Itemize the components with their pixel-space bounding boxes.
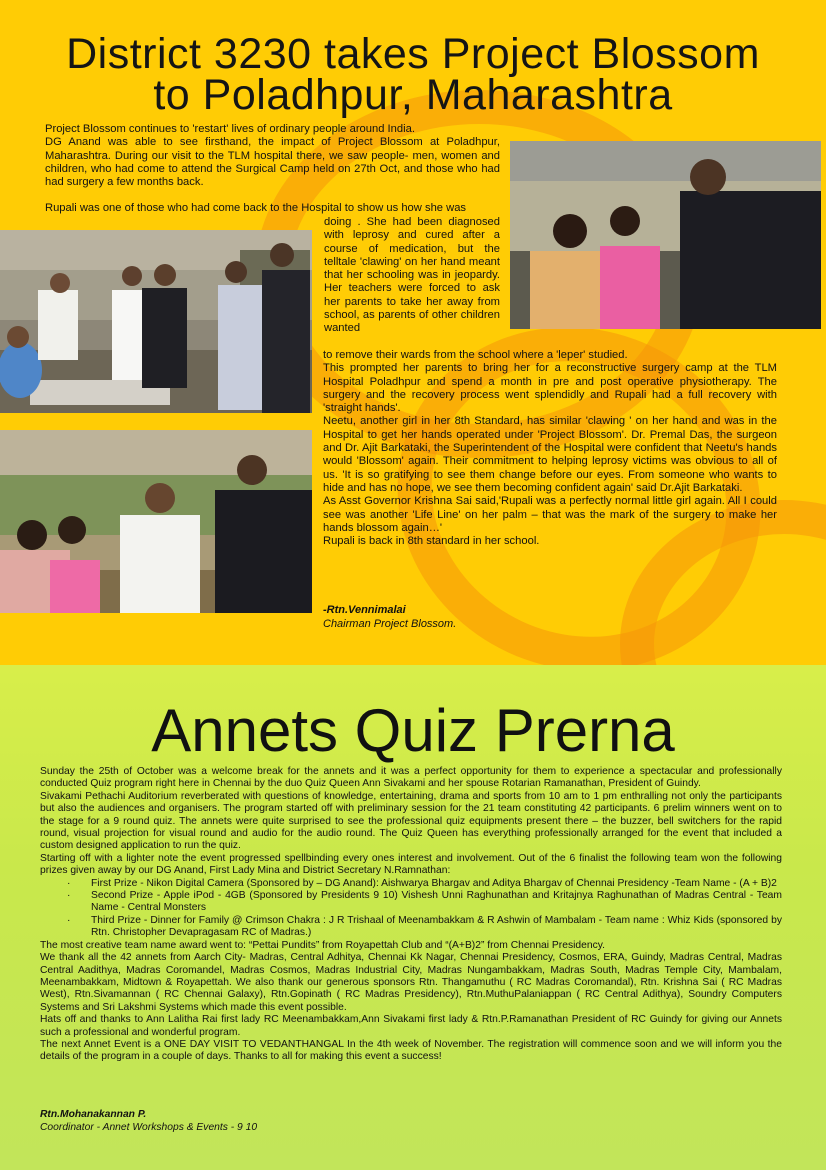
paragraph: Sivakami Pethachi Auditorium reverberated with questions of knowledge, entertaining, drama and sports from 10 am to 1 pm enthralling not only the participants but also the audiences and organisers. The program started off with preliminary session for the 21 team constituting 42 participants. 6 prelim winners went on to the stage for a 9 round quiz. The annets were quite surprised to see the professional quiz equipments present there – the buzzer, bell switchers for the rapid round, visual projection for visual round and audio for the audio round. The Quiz Queen has everything professionally arranged for the event that included a custom designed application to run the quiz. <box>40 790 782 852</box>
prize-text: First Prize - Nikon Digital Camera (Sponsored by – DG Anand): Aishwarya Bhargav and Aditya Bhargav of Chennai Presidency -Team Name - (A + B)2 <box>91 877 777 889</box>
bullet-icon: · <box>67 914 71 926</box>
title-line-1: District 3230 takes Project Blossom <box>66 30 760 78</box>
section-title: Annets Quiz Prerna <box>151 697 675 764</box>
prize-item <box>40 915 782 940</box>
signature-name: Rtn.Mohanakannan P. <box>40 1109 147 1120</box>
quiz-signature <box>40 1108 257 1134</box>
bullet-icon: · <box>67 877 71 889</box>
prize-text: Second Prize - Apple iPod - 4GB (Sponsored by Presidents 9 10) Vishesh Unni Raghunathan and Kritajnya Raghunathan of Madras Central - Team Name - Central Monsters <box>91 890 782 914</box>
paragraph: Project Blossom continues to 'restart' lives of ordinary people around India. <box>45 123 415 135</box>
paragraph: Sunday the 25th of October was a welcome break for the annets and it was a perfect opportunity for them to experience a spectacular and professionally conducted Quiz program right here in Chennai by the duo Quiz Queen Ann Sivakami and her spouse Rotarian Ramanathan, President of Guindy. <box>40 766 782 790</box>
photo-girls-with-doctor <box>0 430 312 613</box>
prize-text: Third Prize - Dinner for Family @ Crimson Chakra : J R Trishaal of Meenambakkam & R Ashwin of Mambalam - Team name : Whiz Kids (sponsored by Rtn. Christopher Devapragasam RC of Madras.) <box>91 914 782 939</box>
paragraph: This prompted her parents to bring her for a reconstructive surgery camp at the TLM Hospital Poladhpur and spend a month in pre and post operative physiotherapy. The surgery and the recovery process went splendidly and Rupali had a full recovery with 'straight hands'. <box>323 362 777 415</box>
paragraph: Neetu, another girl in her 8th Standard, has similar 'clawing ' on her hand and was in the Hospital to get her hands operated under 'Project Blossom'. Dr. Premal Das, the surgeon and Dr. Ajit Barkataki, the Superintendent of the Hospital were confident that Neetu's hands would 'Blossom' again. Their commitment to helping leprosy victims was obvious to all of us. 'It is so gratifying to see them change before our eyes. From someone who wants to hide and has no hope, we see them becoming confident again' said Dr.Ajit Barkataki. <box>323 415 777 494</box>
paragraph: Rupali was one of those who had come back to the Hospital to show us how she was <box>45 202 467 214</box>
annets-quiz-section <box>0 665 826 1170</box>
quiz-article-body <box>40 766 782 1064</box>
prize-item <box>40 878 782 890</box>
intro-paragraphs <box>45 123 500 189</box>
title-line-2: to Poladhpur, Maharashtra <box>153 71 673 119</box>
intro-last-line <box>45 202 505 215</box>
paragraph: We thank all the 42 annets from Aarch City- Madras, Central Adhitya, Chennai Kk Nagar, Chennai Presidency, Cosmos, ERA, Guindy, Madras Central, Madras Central Aadithya, Madras Coromandel, Madras Cosmos, Madras Industrial City, Madras Nungambakkam, Madras South, Madras Temple City, Mambalam, Meenambakkam, Midtown & Royapettah. We also thank our generous sponsors Rtn. Thangamuthu ( RC Madras Coromandal), Rtn. Krishna Sai ( RC Madras West), Rtn.Sivamannan ( RC Chennai Galaxy), Rtn.Gopinath ( RC Madras Presidency), Rtn.MuthuPalaniappan ( RC Central Adithya), Soundry Computers Systems and Sri Lakshmi Systems which made this event possible. <box>40 952 782 1013</box>
photo-hospital-visit <box>0 230 312 413</box>
narrow-column-text <box>324 216 500 336</box>
signature <box>323 603 456 631</box>
paragraph: DG Anand was able to see firsthand, the impact of Project Blossom at Poladhpur, Maharashtra. During our visit to the TLM hospital there, we saw people- men, women and children, who had come to attend the Surgical Camp held on 27th Oct, and those who had had surgery a few months back. <box>45 136 500 189</box>
prize-item <box>40 890 782 915</box>
signature-title: Chairman Project Blossom. <box>323 618 457 630</box>
body-text <box>323 349 777 548</box>
paragraph: The next Annet Event is a ONE DAY VISIT TO VEDANTHANGAL In the 4th week of November. The registration will commence soon and we will inform you the details of the program in a couple of days. Thanks to all for making this event a success! <box>40 1038 782 1063</box>
paragraph: Starting off with a lighter note the event progressed spellbinding every ones interest and involvement. Out of the 6 finalist the following team won the following prizes given away by our DG Anand, First Lady Mina and District Secretary N.Ramnathan: <box>40 852 782 877</box>
article-title <box>20 30 806 119</box>
photo-rupali-patio <box>510 141 821 329</box>
paragraph: As Asst Governor Krishna Sai said,'Rupali was a perfectly normal little girl again. All I could see was another 'Life Line' on her palm – that was the mark of the surgery to make her hands blossom again…' <box>323 495 777 534</box>
signature-title: Coordinator - Annet Workshops & Events - 9 10 <box>40 1122 258 1133</box>
paragraph: doing . She had been diagnosed with leprosy and cured after a course of medication, but the telltale 'clawing' on her hand meant that her schooling was in jeopardy. Her teachers were forced to ask her parents to take her away from school, as parents of other children wanted <box>324 216 500 335</box>
paragraph: Rupali is back in 8th standard in her school. <box>323 535 540 548</box>
signature-name: -Rtn.Vennimalai <box>323 604 406 616</box>
bullet-icon: · <box>67 890 71 902</box>
paragraph: The most creative team name award went to: “Pettai Pundits” from Royapettah Club and “(A+B)2” from Chennai Presidency. <box>40 939 605 951</box>
paragraph: Hats off and thanks to Ann Lalitha Rai first lady RC Meenambakkam,Ann Sivakami first lady & Rtn.P.Ramanathan President of RC Guindy for giving our Annets such a professional and wonderful program. <box>40 1014 782 1038</box>
paragraph: to remove their wards from the school where a 'leper' studied. <box>323 349 628 361</box>
